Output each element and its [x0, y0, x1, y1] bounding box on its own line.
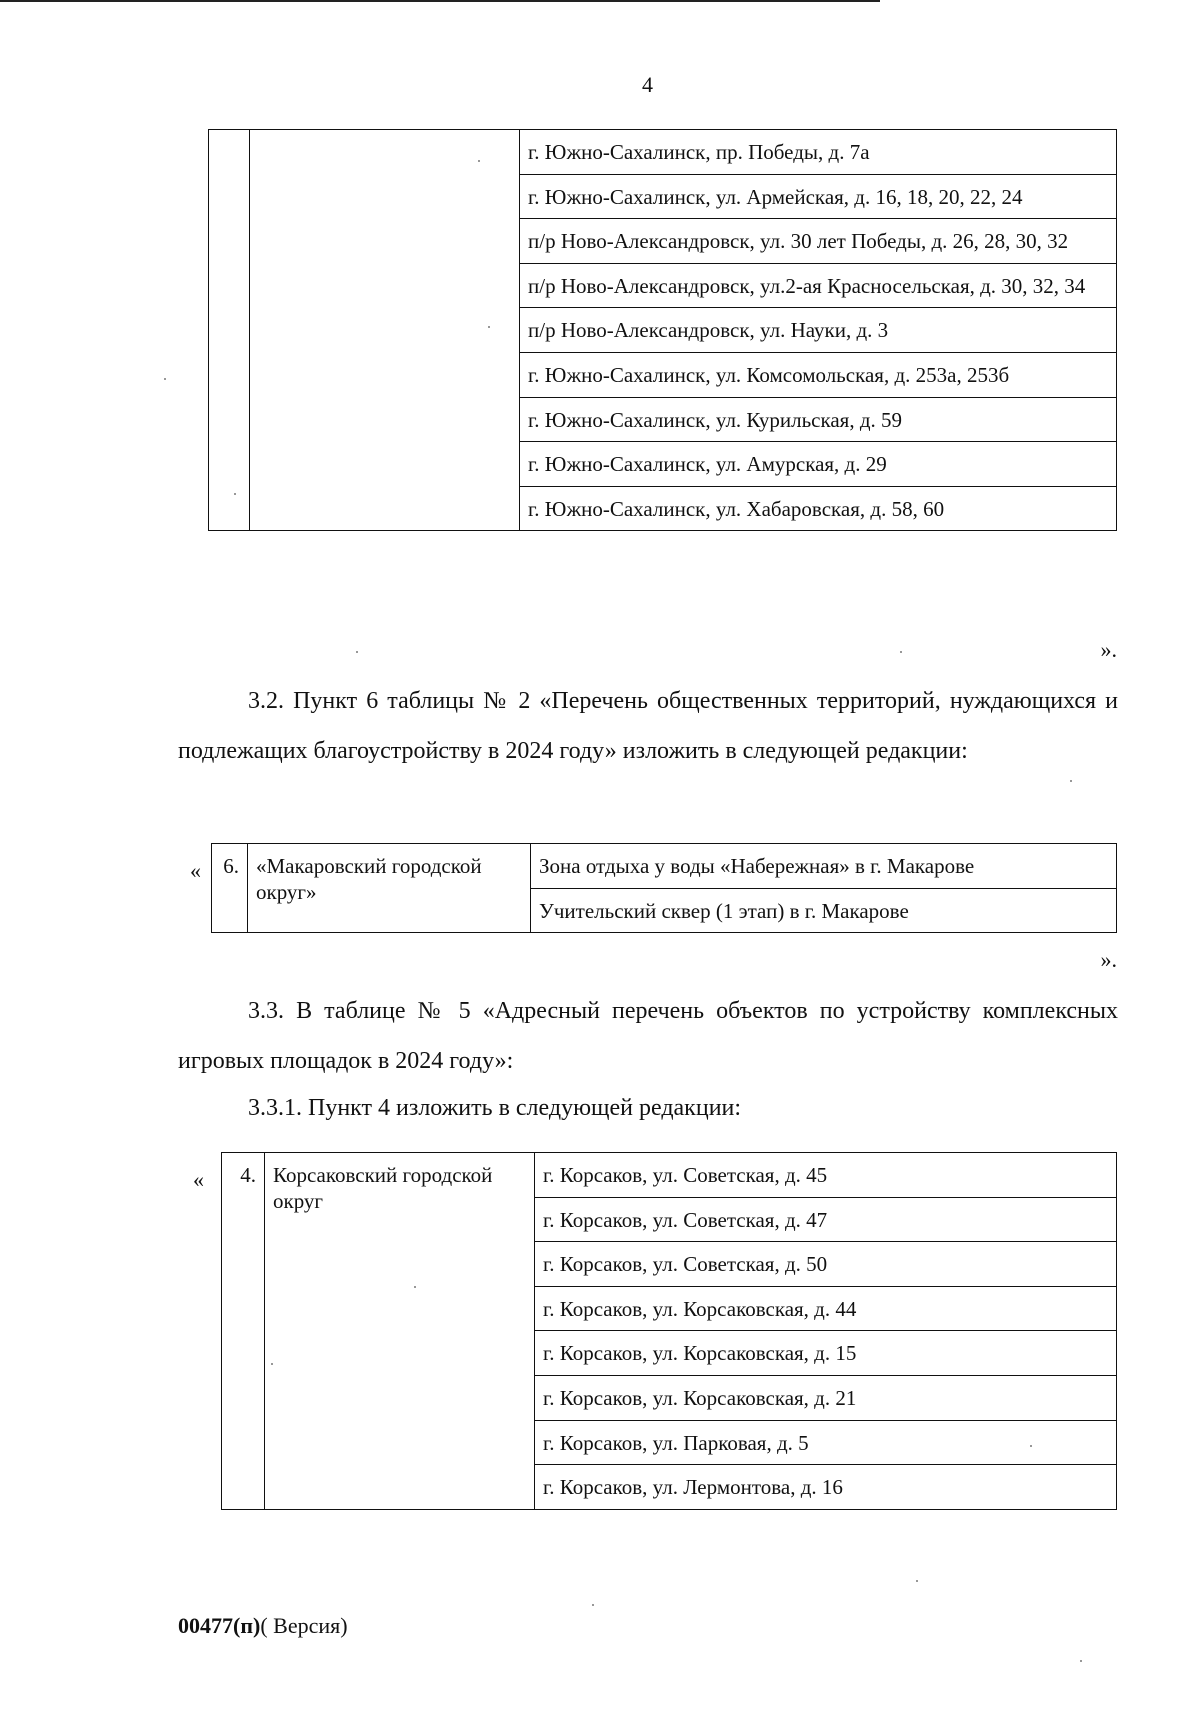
address-cell: п/р Ново-Александровск, ул.2-ая Красносельская, д. 30, 32, 34: [520, 263, 1117, 308]
address-cell: г. Корсаков, ул. Лермонтова, д. 16: [535, 1465, 1117, 1510]
public-territories-table: [211, 843, 1117, 933]
scan-speck: [414, 1286, 416, 1288]
item-number: 4.: [222, 1153, 265, 1510]
municipality-name: «Макаровский городской округ»: [248, 844, 531, 933]
paragraph-3-3-1: [178, 1083, 1118, 1133]
paragraph-3-3-1-text: 3.3.1. Пункт 4 изложить в следующей редакции:: [248, 1095, 742, 1121]
scan-speck: [478, 160, 480, 162]
opening-quote: «: [190, 858, 201, 883]
address-cell: г. Южно-Сахалинск, ул. Хабаровская, д. 58, 60: [520, 486, 1117, 531]
document-version: ( Версия): [260, 1613, 348, 1638]
address-cell: г. Корсаков, ул. Советская, д. 47: [535, 1197, 1117, 1242]
territory-cell: Учительский сквер (1 этап) в г. Макарове: [531, 888, 1117, 933]
scan-speck: [356, 651, 358, 653]
address-cell: г. Южно-Сахалинск, ул. Армейская, д. 16, 18, 20, 22, 24: [520, 174, 1117, 219]
playgrounds-table: [221, 1152, 1117, 1510]
scan-speck: [164, 378, 166, 380]
scan-speck: [1030, 1445, 1032, 1447]
address-cell: г. Корсаков, ул. Советская, д. 50: [535, 1242, 1117, 1287]
scan-speck: [900, 651, 902, 653]
scan-speck: [234, 493, 236, 495]
scan-speck: [488, 326, 490, 328]
document-footer: [178, 1613, 348, 1639]
paragraph-3-2-text: 3.2. Пункт 6 таблицы № 2 «Перечень общественных территорий, нуждающихся и подлежащих благоустройству в 2024 году» изложить в следующей редакции:: [178, 688, 1118, 764]
table-row: [212, 844, 1117, 889]
addresses-table-continued: [208, 129, 1117, 531]
table-row: [209, 130, 1117, 175]
item-number: 6.: [212, 844, 248, 933]
paragraph-3-3: [178, 986, 1118, 1086]
number-cell: [209, 130, 250, 531]
page-number: 4: [642, 72, 653, 97]
paragraph-3-2: [178, 676, 1118, 776]
address-cell: п/р Ново-Александровск, ул. Науки, д. 3: [520, 308, 1117, 353]
closing-quote: ».: [1100, 947, 1117, 972]
address-cell: г. Корсаков, ул. Парковая, д. 5: [535, 1420, 1117, 1465]
address-cell: г. Корсаков, ул. Корсаковская, д. 21: [535, 1376, 1117, 1421]
closing-quote: ».: [1100, 637, 1117, 662]
address-cell: г. Южно-Сахалинск, ул. Амурская, д. 29: [520, 442, 1117, 487]
address-cell: г. Южно-Сахалинск, пр. Победы, д. 7а: [520, 130, 1117, 175]
municipality-cell: [250, 130, 520, 531]
scan-speck: [592, 1604, 594, 1606]
address-cell: г. Корсаков, ул. Корсаковская, д. 44: [535, 1286, 1117, 1331]
scan-speck: [1080, 1660, 1082, 1662]
address-cell: г. Южно-Сахалинск, ул. Курильская, д. 59: [520, 397, 1117, 442]
scan-speck: [271, 1363, 273, 1365]
opening-quote: «: [193, 1167, 204, 1192]
paragraph-3-3-text: 3.3. В таблице № 5 «Адресный перечень объектов по устройству комплексных игровых площадок в 2024 году»:: [178, 998, 1118, 1074]
address-cell: г. Южно-Сахалинск, ул. Комсомольская, д. 253а, 253б: [520, 353, 1117, 398]
address-cell: п/р Ново-Александровск, ул. 30 лет Победы, д. 26, 28, 30, 32: [520, 219, 1117, 264]
scan-top-edge-line: [0, 0, 880, 2]
scan-speck: [916, 1580, 918, 1582]
territory-cell: Зона отдыха у воды «Набережная» в г. Макарове: [531, 844, 1117, 889]
address-cell: г. Корсаков, ул. Советская, д. 45: [535, 1153, 1117, 1198]
document-code: 00477(п): [178, 1613, 261, 1638]
scan-speck: [1070, 780, 1072, 782]
table-row: [222, 1153, 1117, 1198]
address-cell: г. Корсаков, ул. Корсаковская, д. 15: [535, 1331, 1117, 1376]
municipality-name: Корсаковский городской округ: [265, 1153, 535, 1510]
